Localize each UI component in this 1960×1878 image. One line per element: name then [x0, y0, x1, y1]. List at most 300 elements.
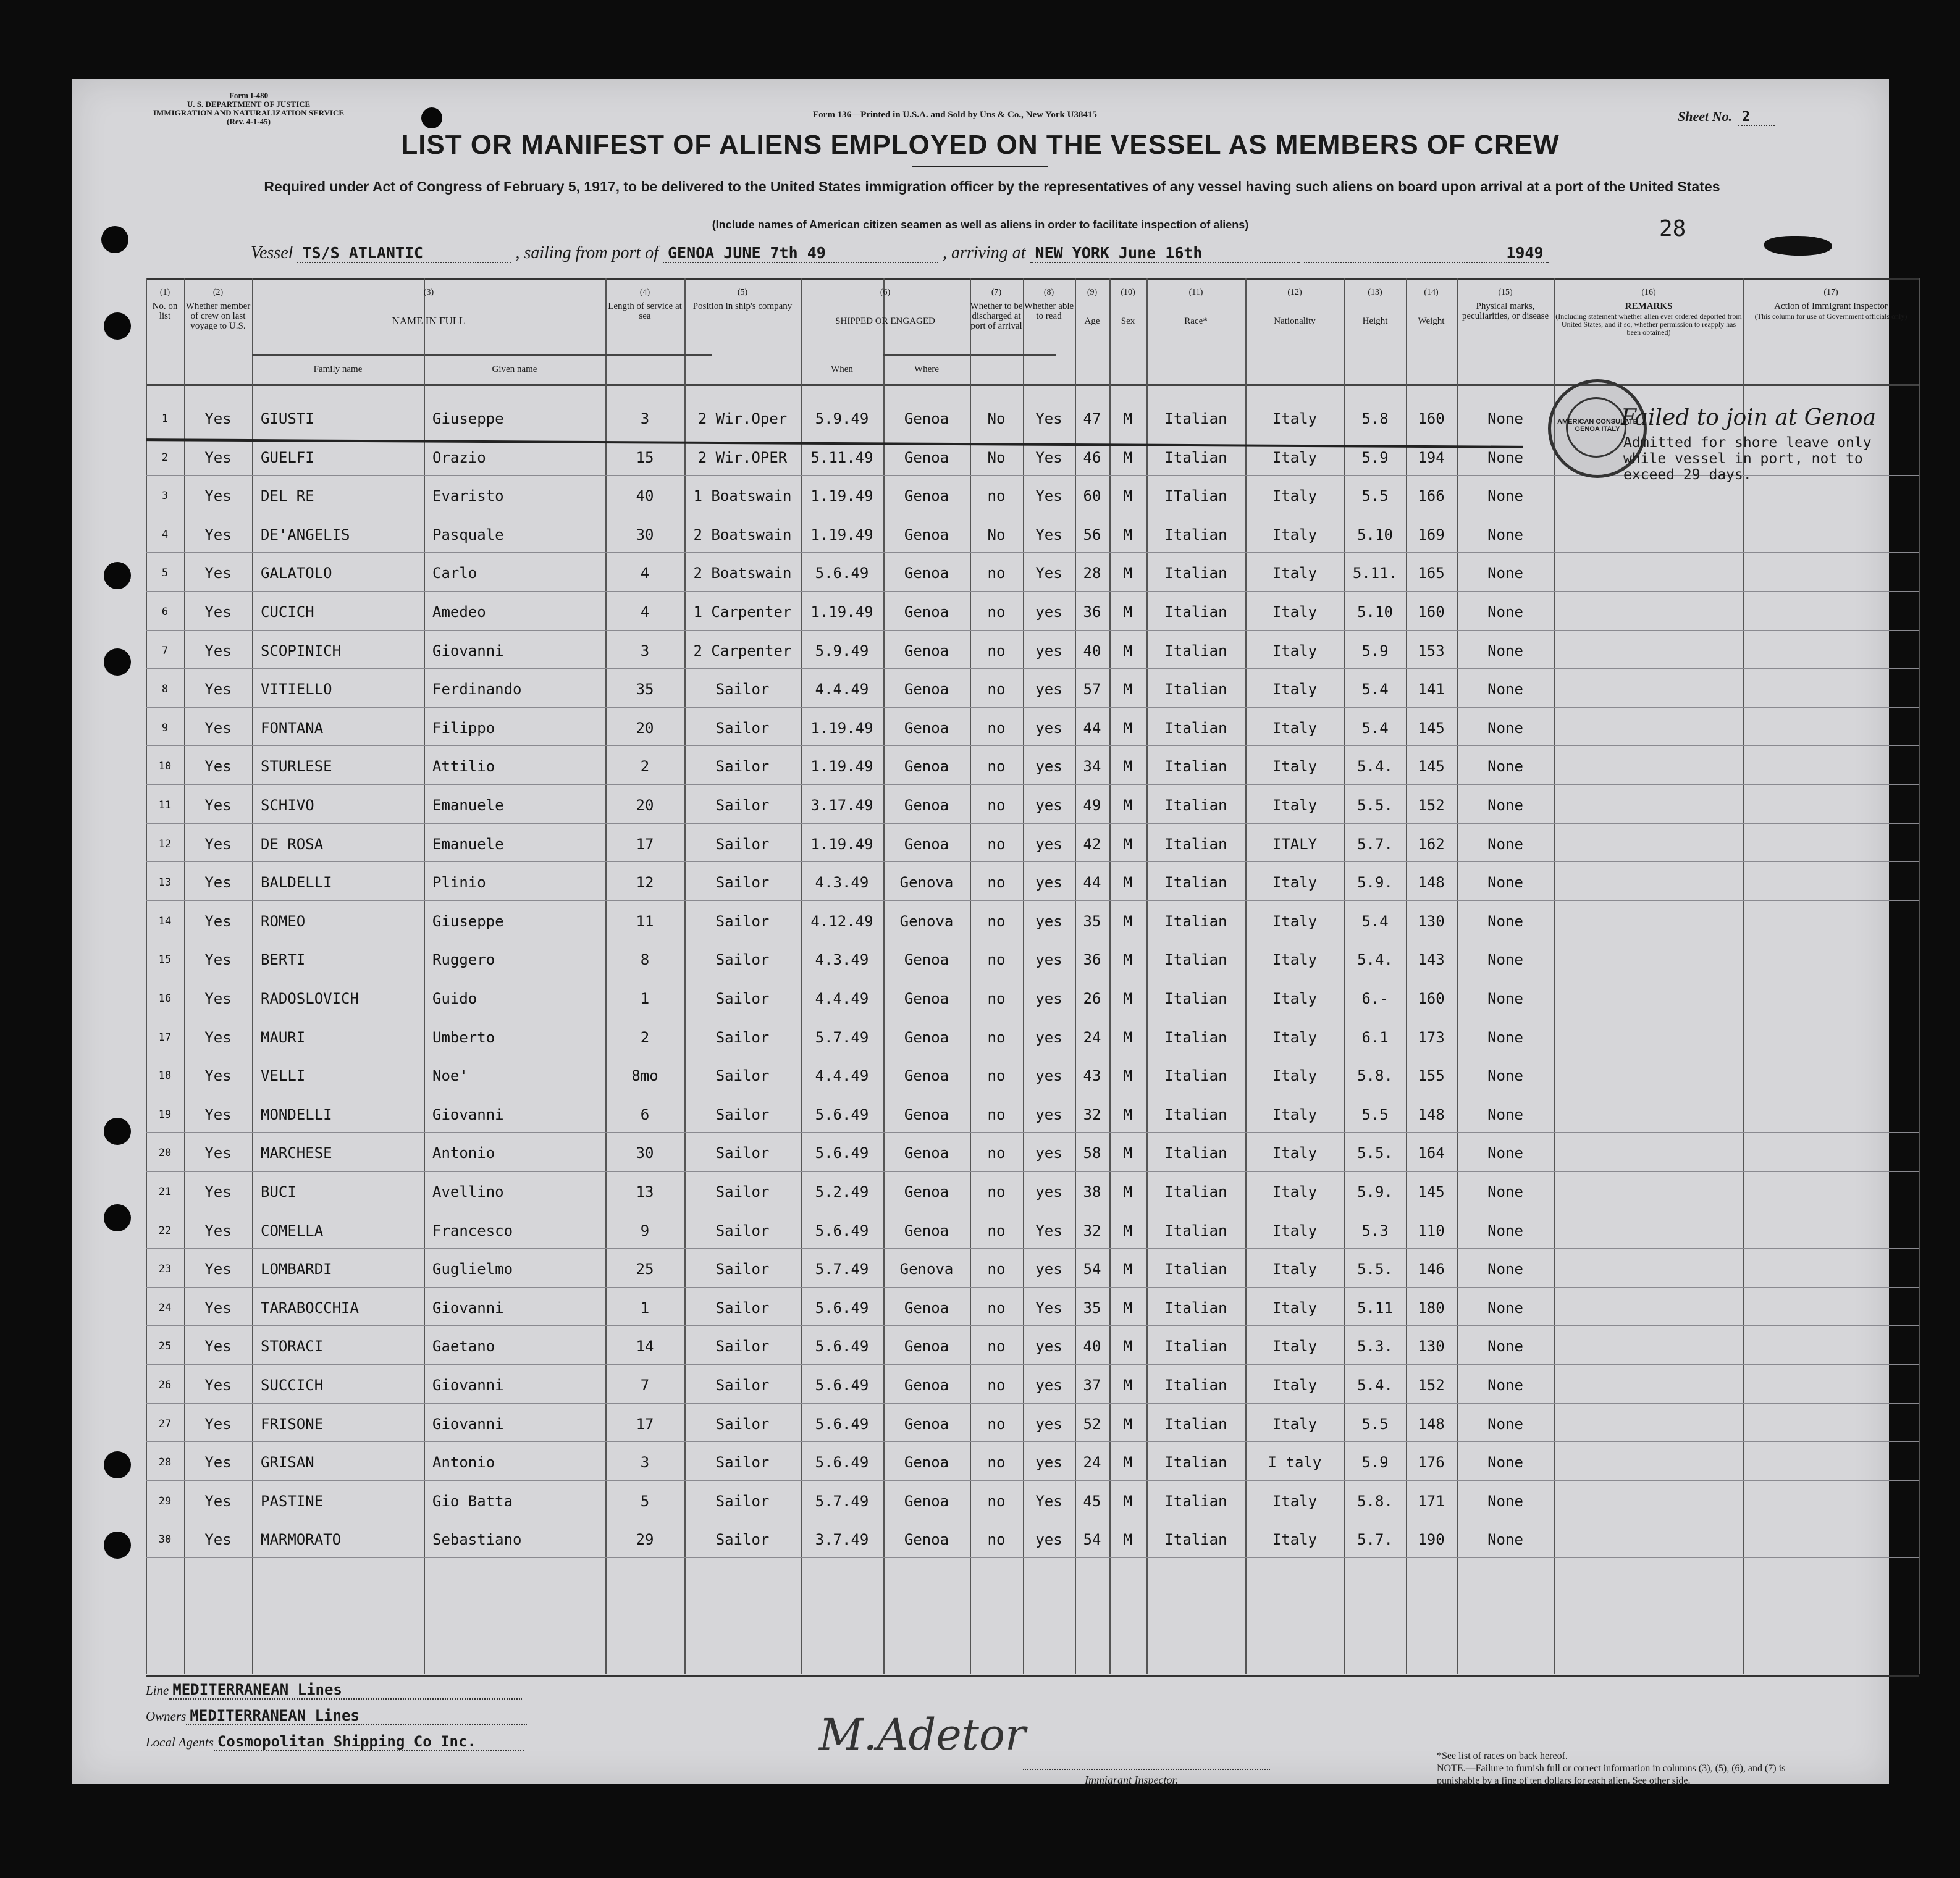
cell-family-name: MAURI	[261, 1028, 306, 1046]
cell-service-length: 1	[640, 1299, 650, 1317]
cell-height: 5.5	[1361, 1415, 1389, 1433]
cell-able-to-read: Yes	[1035, 1492, 1062, 1510]
cell-sex: M	[1123, 912, 1133, 930]
cell-discharged: no	[987, 951, 1006, 969]
cell-discharged: no	[987, 681, 1006, 698]
sheet-number-value: 2	[1738, 109, 1775, 126]
cell-given-name: Antonio	[432, 1454, 495, 1472]
cell-shipped-where: Genoa	[904, 797, 949, 814]
cell-shipped-when: 5.9.49	[815, 410, 869, 427]
cell-height: 5.9	[1361, 642, 1389, 660]
cell-physical-marks: None	[1487, 874, 1523, 892]
stamp-text: AMERICAN CONSULATE GENOA ITALY	[1557, 418, 1638, 433]
cell-height: 5.8	[1361, 410, 1389, 427]
cell-given-name: Giovanni	[432, 1415, 504, 1433]
cell-family-name: BUCI	[261, 1183, 297, 1201]
row-rule	[146, 1287, 1919, 1288]
cell-height: 5.5	[1361, 1105, 1389, 1123]
cell-shipped-where: Genoa	[904, 1338, 949, 1356]
cell-given-name: Guglielmo	[432, 1260, 513, 1278]
cell-age: 24	[1083, 1454, 1101, 1472]
cell-position: 2 Boatswain	[693, 526, 792, 543]
cell-age: 52	[1083, 1415, 1101, 1433]
cell-discharged: no	[987, 874, 1006, 892]
cell-nationality: Italy	[1272, 1067, 1318, 1085]
col-header-action: (17) Action of Immigrant Inspector (This column for use of Government officials only)	[1754, 288, 1907, 321]
cell-shipped-when: 1.19.49	[810, 487, 873, 505]
cell-sex: M	[1123, 1222, 1133, 1239]
cell-discharged: No	[987, 448, 1006, 466]
cell-race: Italian	[1164, 1028, 1227, 1046]
cell-shipped-when: 5.6.49	[815, 1454, 869, 1472]
cell-able-to-read: yes	[1035, 1338, 1062, 1356]
cell-physical-marks: None	[1487, 835, 1523, 853]
punch-hole	[421, 107, 442, 128]
cell-weight: 130	[1418, 912, 1445, 930]
cell-height: 5.5	[1361, 487, 1389, 505]
cell-age: 60	[1083, 487, 1101, 505]
cell-nationality: Italy	[1272, 1338, 1318, 1356]
cell-discharged: no	[987, 797, 1006, 814]
cell-given-name: Avellino	[432, 1183, 504, 1201]
cell-weight: 166	[1418, 487, 1445, 505]
cell-height: 5.4.	[1357, 951, 1393, 969]
cell-given-name: Ferdinando	[432, 681, 522, 698]
signature-line	[1023, 1769, 1270, 1770]
cell-service-length: 14	[636, 1338, 654, 1356]
cell-weight: 145	[1418, 719, 1445, 737]
cell-family-name: RADOSLOVICH	[261, 990, 359, 1007]
cell-race: Italian	[1164, 1105, 1227, 1123]
col-header-service: (4) Length of service at sea	[608, 288, 682, 321]
cell-physical-marks: None	[1487, 410, 1523, 427]
cell-height: 5.10	[1357, 603, 1393, 621]
cell-family-name: SUCCICH	[261, 1377, 324, 1394]
cell-service-length: 30	[636, 526, 654, 543]
cell-prev-voyage: Yes	[204, 835, 232, 853]
cell-able-to-read: yes	[1035, 797, 1062, 814]
inspector-label: Immigrant Inspector.	[1085, 1774, 1178, 1786]
cell-able-to-read: Yes	[1035, 487, 1062, 505]
sheet-number-label: Sheet No.	[1678, 109, 1732, 124]
cell-discharged: no	[987, 603, 1006, 621]
cell-prev-voyage: Yes	[204, 681, 232, 698]
col-header-position: (5) Position in ship's company	[692, 288, 793, 311]
cell-shipped-when: 5.7.49	[815, 1492, 869, 1510]
col-header-read: (8) Whether able to read	[1024, 288, 1074, 321]
cell-weight: 148	[1418, 874, 1445, 892]
cell-able-to-read: yes	[1035, 1067, 1062, 1085]
cell-physical-marks: None	[1487, 448, 1523, 466]
cell-nationality: Italy	[1272, 1531, 1318, 1549]
cell-sex: M	[1123, 874, 1133, 892]
cell-nationality: Italy	[1272, 1299, 1318, 1317]
cell-service-length: 30	[636, 1144, 654, 1162]
cell-family-name: MONDELLI	[261, 1105, 332, 1123]
cell-able-to-read: yes	[1035, 835, 1062, 853]
cell-given-name: Emanuele	[432, 797, 504, 814]
cell-prev-voyage: Yes	[204, 1028, 232, 1046]
cell-height: 5.11.	[1352, 564, 1398, 582]
cell-nationality: Italy	[1272, 1415, 1318, 1433]
cell-height: 5.5.	[1357, 1144, 1393, 1162]
cell-row-number: 7	[161, 644, 169, 657]
cell-service-length: 12	[636, 874, 654, 892]
cell-shipped-where: Genoa	[904, 719, 949, 737]
cell-service-length: 25	[636, 1260, 654, 1278]
cell-shipped-when: 5.7.49	[815, 1028, 869, 1046]
owners-label: Owners	[146, 1709, 187, 1724]
cell-weight: 190	[1418, 1531, 1445, 1549]
cell-nationality: Italy	[1272, 1492, 1318, 1510]
cell-position: Sailor	[715, 758, 770, 776]
cell-service-length: 11	[636, 912, 654, 930]
cell-family-name: STURLESE	[261, 758, 332, 776]
row-rule	[146, 1132, 1919, 1133]
cell-prev-voyage: Yes	[204, 1454, 232, 1472]
cell-sex: M	[1123, 1492, 1133, 1510]
cell-position: Sailor	[715, 1183, 770, 1201]
cell-age: 35	[1083, 1299, 1101, 1317]
cell-physical-marks: None	[1487, 487, 1523, 505]
cell-row-number: 13	[158, 876, 172, 889]
cell-physical-marks: None	[1487, 912, 1523, 930]
cell-shipped-where: Genoa	[904, 951, 949, 969]
cell-height: 5.5.	[1357, 1260, 1393, 1278]
cell-age: 38	[1083, 1183, 1101, 1201]
cell-prev-voyage: Yes	[204, 1067, 232, 1085]
cell-able-to-read: yes	[1035, 1260, 1062, 1278]
cell-given-name: Giovanni	[432, 1299, 504, 1317]
cell-prev-voyage: Yes	[204, 1183, 232, 1201]
cell-height: 6.1	[1361, 1028, 1389, 1046]
cell-service-length: 2	[640, 1028, 650, 1046]
cell-sex: M	[1123, 487, 1133, 505]
cell-height: 5.8.	[1357, 1492, 1393, 1510]
cell-able-to-read: yes	[1035, 874, 1062, 892]
cell-discharged: no	[987, 1144, 1006, 1162]
cell-shipped-where: Genoa	[904, 1222, 949, 1239]
cell-shipped-where: Genoa	[904, 1105, 949, 1123]
cell-race: Italian	[1164, 797, 1227, 814]
cell-discharged: no	[987, 1531, 1006, 1549]
cell-height: 5.9.	[1357, 1183, 1393, 1201]
cell-discharged: no	[987, 835, 1006, 853]
cell-height: 5.4	[1361, 912, 1389, 930]
cell-weight: 146	[1418, 1260, 1445, 1278]
cell-service-length: 6	[640, 1105, 650, 1123]
cell-race: Italian	[1164, 1067, 1227, 1085]
cell-row-number: 20	[158, 1147, 172, 1160]
cell-nationality: Italy	[1272, 487, 1318, 505]
cell-row-number: 30	[158, 1533, 172, 1546]
cell-sex: M	[1123, 1105, 1133, 1123]
col-header-height: (13) Height	[1362, 288, 1388, 326]
cell-able-to-read: yes	[1035, 603, 1062, 621]
cell-physical-marks: None	[1487, 603, 1523, 621]
arrival-year: 1949	[1304, 244, 1549, 263]
cell-weight: 152	[1418, 1377, 1445, 1394]
cell-service-length: 9	[640, 1222, 650, 1239]
cell-sex: M	[1123, 1454, 1133, 1472]
cell-race: Italian	[1164, 990, 1227, 1007]
cell-sex: M	[1123, 1299, 1133, 1317]
row-rule	[146, 1403, 1919, 1404]
row-rule	[146, 823, 1919, 824]
cell-position: Sailor	[715, 1105, 770, 1123]
cell-row-number: 21	[158, 1186, 172, 1198]
cell-row-number: 4	[161, 528, 169, 541]
cell-service-length: 4	[640, 603, 650, 621]
cell-position: 2 Carpenter	[693, 642, 792, 660]
cell-nationality: ITALY	[1272, 835, 1318, 853]
cell-height: 5.11	[1357, 1299, 1393, 1317]
cell-nationality: Italy	[1272, 719, 1318, 737]
cell-age: 56	[1083, 526, 1101, 543]
row-rule	[146, 745, 1919, 746]
line-label: Line	[146, 1683, 169, 1698]
cell-service-length: 35	[636, 681, 654, 698]
cell-nationality: Italy	[1272, 1377, 1318, 1394]
header-rule	[146, 384, 1919, 386]
cell-race: Italian	[1164, 874, 1227, 892]
cell-position: Sailor	[715, 1377, 770, 1394]
cell-service-length: 2	[640, 758, 650, 776]
row-rule	[146, 1441, 1919, 1442]
cell-weight: 143	[1418, 951, 1445, 969]
cell-shipped-when: 3.17.49	[810, 797, 873, 814]
cell-position: Sailor	[715, 1454, 770, 1472]
cell-able-to-read: Yes	[1035, 1299, 1062, 1317]
row-rule	[146, 784, 1919, 785]
cell-shipped-when: 5.6.49	[815, 1415, 869, 1433]
cell-able-to-read: yes	[1035, 719, 1062, 737]
cell-able-to-read: yes	[1035, 1415, 1062, 1433]
row-rule	[146, 668, 1919, 669]
cell-weight: 152	[1418, 797, 1445, 814]
cell-prev-voyage: Yes	[204, 990, 232, 1007]
cell-physical-marks: None	[1487, 1454, 1523, 1472]
cell-row-number: 25	[158, 1340, 172, 1353]
row-rule	[146, 1325, 1919, 1326]
cell-race: Italian	[1164, 448, 1227, 466]
cell-discharged: no	[987, 642, 1006, 660]
cell-discharged: no	[987, 1492, 1006, 1510]
cell-service-length: 8mo	[631, 1067, 658, 1085]
cell-row-number: 14	[158, 915, 172, 928]
cell-discharged: no	[987, 1105, 1006, 1123]
cell-able-to-read: yes	[1035, 642, 1062, 660]
row-rule	[146, 1364, 1919, 1365]
cell-position: Sailor	[715, 1415, 770, 1433]
cell-shipped-where: Genoa	[904, 564, 949, 582]
cell-race: Italian	[1164, 1222, 1227, 1239]
cell-row-number: 5	[161, 567, 169, 580]
cell-prev-voyage: Yes	[204, 1377, 232, 1394]
cell-given-name: Antonio	[432, 1144, 495, 1162]
cell-able-to-read: yes	[1035, 1377, 1062, 1394]
punch-hole	[104, 1451, 131, 1478]
cell-physical-marks: None	[1487, 719, 1523, 737]
cell-able-to-read: yes	[1035, 1531, 1062, 1549]
cell-height: 5.4.	[1357, 758, 1393, 776]
row-rule	[146, 591, 1919, 592]
cell-shipped-where: Genoa	[904, 1183, 949, 1201]
cell-nationality: Italy	[1272, 874, 1318, 892]
cell-physical-marks: None	[1487, 1377, 1523, 1394]
cell-sex: M	[1123, 448, 1133, 466]
cell-height: 5.7.	[1357, 1531, 1393, 1549]
cell-row-number: 9	[161, 721, 169, 734]
cell-physical-marks: None	[1487, 1338, 1523, 1356]
cell-shipped-where: Genoa	[904, 681, 949, 698]
cell-discharged: no	[987, 758, 1006, 776]
cell-age: 43	[1083, 1067, 1101, 1085]
cell-shipped-where: Genoa	[904, 603, 949, 621]
cell-prev-voyage: Yes	[204, 526, 232, 543]
cell-given-name: Gaetano	[432, 1338, 495, 1356]
department-line-1: U. S. DEPARTMENT OF JUSTICE	[187, 99, 311, 109]
note-text: —Failure to furnish full or correct information in columns (3), (5), (6), and (7) is punishable by a fine of ten dollars for each alien. See other side.	[1437, 1763, 1786, 1786]
punch-hole	[101, 226, 128, 253]
cell-given-name: Amedeo	[432, 603, 486, 621]
cell-position: Sailor	[715, 1531, 770, 1549]
cell-family-name: MARMORATO	[261, 1531, 342, 1549]
cell-shipped-where: Genoa	[904, 487, 949, 505]
cell-family-name: DEL RE	[261, 487, 314, 505]
cell-prev-voyage: Yes	[204, 1105, 232, 1123]
cell-nationality: Italy	[1272, 990, 1318, 1007]
cell-family-name: SCOPINICH	[261, 642, 342, 660]
cell-family-name: LOMBARDI	[261, 1260, 332, 1278]
note-label: NOTE.	[1437, 1763, 1466, 1774]
cell-shipped-where: Genoa	[904, 1454, 949, 1472]
cell-nationality: Italy	[1272, 1260, 1318, 1278]
cell-age: 36	[1083, 951, 1101, 969]
cell-physical-marks: None	[1487, 1492, 1523, 1510]
cell-discharged: no	[987, 1299, 1006, 1317]
cell-family-name: FRISONE	[261, 1415, 324, 1433]
cell-service-length: 13	[636, 1183, 654, 1201]
cell-nationality: Italy	[1272, 564, 1318, 582]
cell-able-to-read: yes	[1035, 681, 1062, 698]
cell-service-length: 17	[636, 835, 654, 853]
cell-position: 1 Carpenter	[693, 603, 792, 621]
cell-position: Sailor	[715, 1144, 770, 1162]
cell-physical-marks: None	[1487, 797, 1523, 814]
cell-row-number: 3	[161, 490, 169, 503]
cell-race: Italian	[1164, 1144, 1227, 1162]
col-header-age: (9) Age	[1084, 288, 1100, 326]
cell-prev-voyage: Yes	[204, 874, 232, 892]
cell-age: 26	[1083, 990, 1101, 1007]
cell-height: 5.3	[1361, 1222, 1389, 1239]
cell-nationality: Italy	[1272, 681, 1318, 698]
cell-given-name: Ruggero	[432, 951, 495, 969]
cell-nationality: I taly	[1268, 1454, 1322, 1472]
department-header	[153, 91, 344, 126]
cell-shipped-where: Genoa	[904, 1377, 949, 1394]
cell-race: Italian	[1164, 758, 1227, 776]
cell-height: 5.9	[1361, 448, 1389, 466]
cell-race: Italian	[1164, 1454, 1227, 1472]
footer-line	[146, 1681, 522, 1700]
cell-height: 5.10	[1357, 526, 1393, 543]
col-header-family-name: Family name	[313, 364, 363, 374]
cell-height: 5.9	[1361, 1454, 1389, 1472]
cell-row-number: 24	[158, 1301, 172, 1314]
cell-prev-voyage: Yes	[204, 1260, 232, 1278]
cell-shipped-when: 5.6.49	[815, 1222, 869, 1239]
cell-discharged: No	[987, 410, 1006, 427]
cell-shipped-when: 1.19.49	[810, 758, 873, 776]
row-rule	[146, 552, 1919, 553]
cell-given-name: Giuseppe	[432, 410, 504, 427]
cell-family-name: GIUSTI	[261, 410, 314, 427]
cell-shipped-when: 5.6.49	[815, 564, 869, 582]
cell-nationality: Italy	[1272, 1144, 1318, 1162]
cell-nationality: Italy	[1272, 1028, 1318, 1046]
cell-weight: 194	[1418, 448, 1445, 466]
cell-shipped-where: Genoa	[904, 1299, 949, 1317]
cell-shipped-when: 4.4.49	[815, 990, 869, 1007]
cell-position: 2 Boatswain	[693, 564, 792, 582]
cell-given-name: Gio Batta	[432, 1492, 513, 1510]
cell-weight: 141	[1418, 681, 1445, 698]
cell-physical-marks: None	[1487, 1531, 1523, 1549]
cell-shipped-where: Genoa	[904, 448, 949, 466]
col-header-marks: (15) Physical marks, peculiarities, or disease	[1462, 288, 1549, 321]
vessel-name: TS/S ATLANTIC	[297, 244, 511, 263]
cell-age: 57	[1083, 681, 1101, 698]
cell-physical-marks: None	[1487, 1028, 1523, 1046]
cell-family-name: SCHIVO	[261, 797, 314, 814]
cell-age: 46	[1083, 448, 1101, 466]
alien-count: 28	[1659, 216, 1686, 241]
cell-shipped-when: 4.4.49	[815, 1067, 869, 1085]
cell-physical-marks: None	[1487, 951, 1523, 969]
cell-position: 1 Boatswain	[693, 487, 792, 505]
cell-prev-voyage: Yes	[204, 1492, 232, 1510]
cell-row-number: 26	[158, 1379, 172, 1391]
cell-given-name: Giovanni	[432, 1377, 504, 1394]
cell-nationality: Italy	[1272, 448, 1318, 466]
cell-physical-marks: None	[1487, 1183, 1523, 1201]
cell-physical-marks: None	[1487, 1415, 1523, 1433]
punch-hole	[104, 648, 131, 676]
col-header-sex: (10) Sex	[1121, 288, 1135, 326]
department-line-3: (Rev. 4-1-45)	[227, 117, 271, 126]
cell-age: 37	[1083, 1377, 1101, 1394]
cell-able-to-read: Yes	[1035, 448, 1062, 466]
cell-prev-voyage: Yes	[204, 448, 232, 466]
cell-shipped-when: 5.9.49	[815, 642, 869, 660]
cell-age: 40	[1083, 1338, 1101, 1356]
cell-family-name: BALDELLI	[261, 874, 332, 892]
cell-race: Italian	[1164, 1377, 1227, 1394]
cell-shipped-where: Genoa	[904, 1144, 949, 1162]
cell-race: Italian	[1164, 951, 1227, 969]
cell-prev-voyage: Yes	[204, 719, 232, 737]
cell-given-name: Giovanni	[432, 1105, 504, 1123]
cell-discharged: no	[987, 912, 1006, 930]
cell-shipped-when: 1.19.49	[810, 719, 873, 737]
row-rule	[146, 1480, 1919, 1481]
cell-physical-marks: None	[1487, 758, 1523, 776]
cell-able-to-read: yes	[1035, 990, 1062, 1007]
crew-table	[146, 278, 1919, 1674]
cell-position: Sailor	[715, 990, 770, 1007]
